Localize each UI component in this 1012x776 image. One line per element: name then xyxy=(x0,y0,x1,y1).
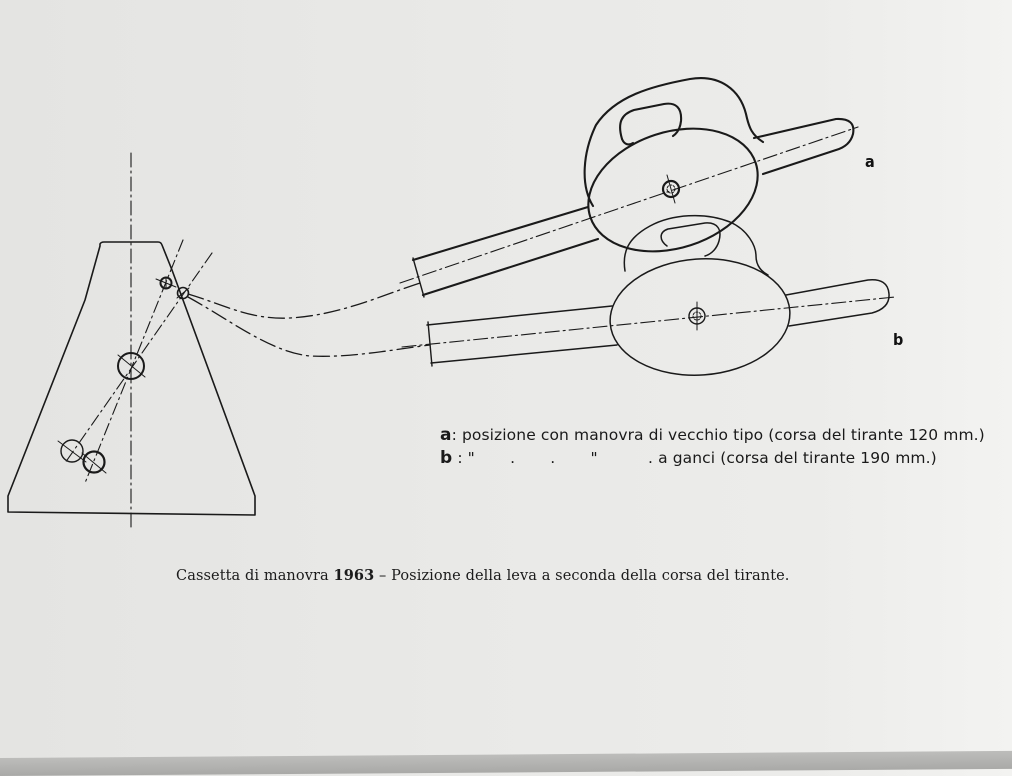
upper-pin-a-icon xyxy=(156,277,176,289)
lever-a xyxy=(400,78,858,297)
legend-separator: : xyxy=(451,426,457,444)
legend xyxy=(440,424,985,470)
lever-axes xyxy=(65,240,212,483)
legend-ditto-marks: " . . " xyxy=(467,449,598,467)
caption-text: Posizione della leva a seconda della corsa del tirante. xyxy=(391,568,790,584)
crank-pin-a-icon xyxy=(58,440,86,462)
position-label-b: b xyxy=(893,330,904,349)
legend-row-a xyxy=(440,424,985,447)
upper-pin-b-icon xyxy=(177,288,189,299)
caption-prefix: Cassetta di manovra xyxy=(176,568,329,584)
legend-key-b: b xyxy=(440,448,453,468)
figure-caption xyxy=(176,567,790,584)
legend-text-b: . a ganci (corsa del tirante 190 mm.) xyxy=(648,449,937,467)
legend-row-b xyxy=(440,447,985,470)
caption-dash: – xyxy=(378,568,387,584)
legend-text-a: posizione con manovra di vecchio tipo (corsa del tirante 120 mm.) xyxy=(461,426,985,444)
legend-separator: : xyxy=(457,449,463,467)
legend-key-a: a xyxy=(440,425,452,445)
caption-year: 1963 xyxy=(333,567,375,584)
position-label-a: a xyxy=(865,152,875,171)
tie-rod-paths xyxy=(188,283,430,356)
